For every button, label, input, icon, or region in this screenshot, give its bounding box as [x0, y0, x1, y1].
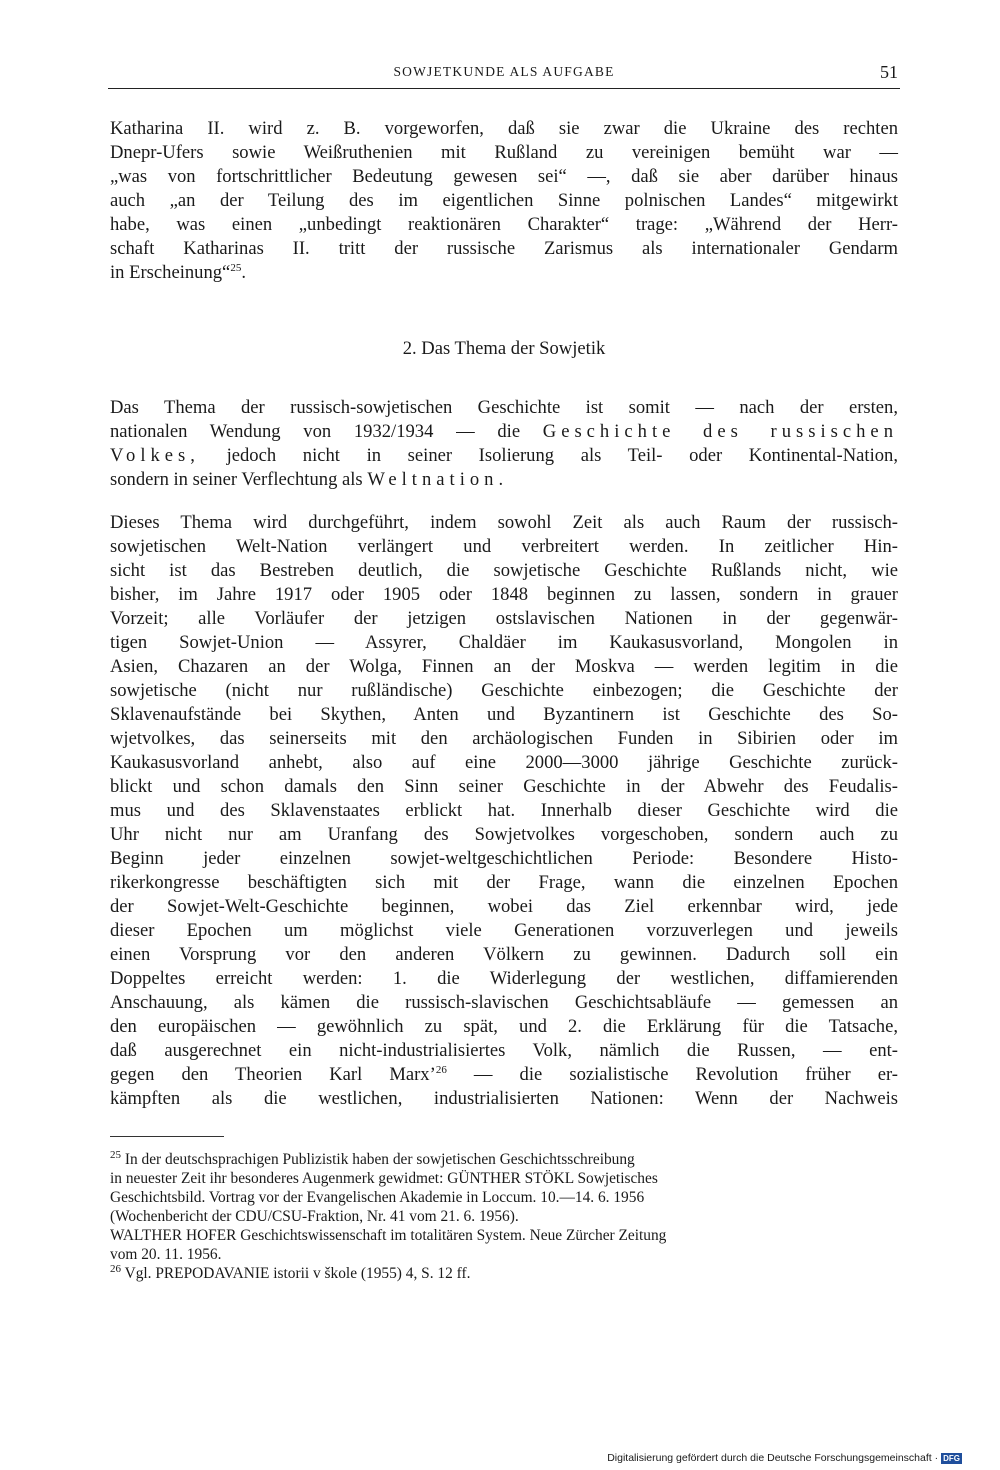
text-line: rikerkongresse beschäftigten sich mit der Frage, wann die einzelnen Epochen [110, 872, 898, 893]
text-fragment: gegen den Theorien Karl Marx’ [110, 1064, 436, 1085]
running-head [108, 62, 900, 89]
text-line: Katharina II. wird z. B. vorgeworfen, daß sie zwar die Ukraine des rechten [110, 118, 898, 139]
footnote-line: in neuester Zeit ihr besonderes Augenmerk gewidmet: GÜNTHER STÖKL Sowjetisches [110, 1170, 658, 1187]
text-line: kämpften als die westlichen, industrialisierten Nationen: Wenn der Nachweis [110, 1088, 898, 1109]
text-fragment: nationalen Wendung von 1932/1934 — die [110, 421, 521, 442]
text-fragment: in Erscheinung“ [110, 262, 231, 283]
footnote-text: Vgl. PREPODAVANIE istorii v škole (1955) 4, S. 12 ff. [124, 1265, 471, 1282]
digitization-credit [607, 1452, 962, 1464]
text-line: Dieses Thema wird durchgeführt, indem sowohl Zeit als auch Raum der russisch- [110, 512, 898, 533]
text-line [110, 420, 898, 444]
emphasized-text: Weltnation. [367, 469, 509, 490]
footnote-ref-25[interactable]: 25 [230, 261, 242, 274]
text-line: der Sowjet-Welt-Geschichte beginnen, wobei das Ziel erkennbar wird, jede [110, 896, 898, 917]
footnote-divider [110, 1136, 224, 1137]
emphasized-text: Volkes, [110, 445, 200, 466]
text-line-last [110, 468, 898, 492]
text-line: tigen Sowjet-Union — Assyrer, Chaldäer im Kaukasusvorland, Mongolen in [110, 632, 898, 653]
footnote-line: vom 20. 11. 1956. [110, 1246, 222, 1263]
text-line: habe, was einen „unbedingt reaktionären Charakter“ trage: „Während der Herr- [110, 214, 898, 235]
text-fragment: — die sozialistische Revolution früher er- [446, 1064, 898, 1085]
text-line: auch „an der Teilung des im eigentlichen Sinne polnischen Landes“ mitgewirkt [110, 190, 898, 211]
dfg-logo-icon: DFG [943, 1453, 960, 1463]
text-line [110, 1063, 898, 1087]
text-line: dieser Epochen um möglichst viele Generationen vorzuverlegen und jeweils [110, 920, 898, 941]
text-fragment: sondern in seiner Verflechtung als [110, 469, 363, 490]
footnote-line: (Wochenbericht der CDU/CSU-Fraktion, Nr. 41 vom 21. 6. 1956). [110, 1208, 519, 1225]
text-line: sowjetischen Welt-Nation verlängert und verbreitert werden. In zeitlicher Hin- [110, 536, 898, 557]
text-line: Beginn jeder einzelnen sowjet-weltgeschichtlichen Periode: Besondere Histo- [110, 848, 898, 869]
footnote-number: 25 [110, 1148, 121, 1161]
text-line: Anschauung, als kämen die russisch-slavischen Geschichtsabläufe — gemessen an [110, 992, 898, 1013]
footnote-ref-26[interactable]: 26 [435, 1063, 447, 1076]
text-line: einen Vorsprung vor den anderen Völkern zu gewinnen. Dadurch soll ein [110, 944, 898, 965]
text-line: Sklavenaufstände bei Skythen, Anten und Byzantinern ist Geschichte des So- [110, 704, 898, 725]
text-line: Das Thema der russisch-sowjetischen Geschichte ist somit — nach der ersten, [110, 397, 898, 418]
text-line: Dnepr-Ufers sowie Weißruthenien mit Rußland zu vereinigen bemüht war — [110, 142, 898, 163]
text-fragment: jedoch nicht in seiner Isolierung als Teil- oder Kontinental-Nation, [226, 445, 899, 466]
text-line-last [110, 261, 898, 285]
text-line: Kaukasusvorland anhebt, also auf eine 2000—3000 jährige Geschichte zurück- [110, 752, 898, 773]
text-line: Asien, Chazaren an der Wolga, Finnen an der Moskva — werden legitim in die [110, 656, 898, 677]
footnote-26 [110, 1264, 900, 1283]
running-title: SOWJETKUNDE ALS AUFGABE [393, 64, 615, 79]
text-line: bisher, im Jahre 1917 oder 1905 oder 1848 beginnen zu lassen, sondern in grauer [110, 584, 898, 605]
text-line: Doppeltes erreicht werden: 1. die Widerlegung der westlichen, diffamierenden [110, 968, 898, 989]
footnote-line: Geschichtsbild. Vortrag vor der Evangelischen Akademie in Loccum. 10.—14. 6. 1956 [110, 1189, 645, 1206]
credit-text: Digitalisierung gefördert durch die Deutsche Forschungsgemeinschaft · [607, 1452, 939, 1464]
section-heading: 2. Das Thema der Sowjetik [402, 338, 606, 359]
footnote-line: WALTHER HOFER Geschichtswissenschaft im totalitären System. Neue Zürcher Zeitung [110, 1227, 667, 1244]
footnote-text: In der deutschsprachigen Publizistik haben der sowjetischen Geschichtsschreibung [124, 1151, 635, 1168]
text-line: den europäischen — gewöhnlich zu spät, und 2. die Erklärung für die Tatsache, [110, 1016, 898, 1037]
text-line: wjetvolkes, das seinerseits mit den archäologischen Funden in Sibirien oder im [110, 728, 898, 749]
text-line: mus und des Sklavenstaates erblickt hat. Innerhalb dieser Geschichte wird die [110, 800, 898, 821]
text-line: sicht ist das Bestreben deutlich, die sowjetische Geschichte Rußlands nicht, wie [110, 560, 898, 581]
footnote-25 [110, 1150, 900, 1169]
text-line: Vorzeit; alle Vorläufer der jetzigen ostslavischen Nationen in der gegenwär- [110, 608, 898, 629]
text-line: sowjetische (nicht nur rußländische) Geschichte einbezogen; die Geschichte der [110, 680, 898, 701]
emphasized-text: Geschichte des russischen [542, 421, 898, 442]
text-line: daß ausgerechnet ein nicht-industrialisiertes Volk, nämlich die Russen, — ent- [110, 1040, 898, 1061]
text-line: „was von fortschrittlicher Bedeutung gewesen sei“ —, daß sie aber darüber hinaus [110, 166, 898, 187]
text-fragment: . [241, 262, 246, 283]
text-line: schaft Katharinas II. tritt der russische Zarismus als internationaler Gendarm [110, 238, 898, 259]
page-number: 51 [880, 62, 898, 82]
text-line [110, 444, 898, 468]
footnote-number: 26 [110, 1262, 121, 1275]
text-line: blickt und schon damals den Sinn seiner Geschichte in der Abwehr des Feudalis- [110, 776, 898, 797]
text-line: Uhr nicht nur am Uranfang des Sowjetvolkes vorgeschoben, sondern auch zu [110, 824, 898, 845]
